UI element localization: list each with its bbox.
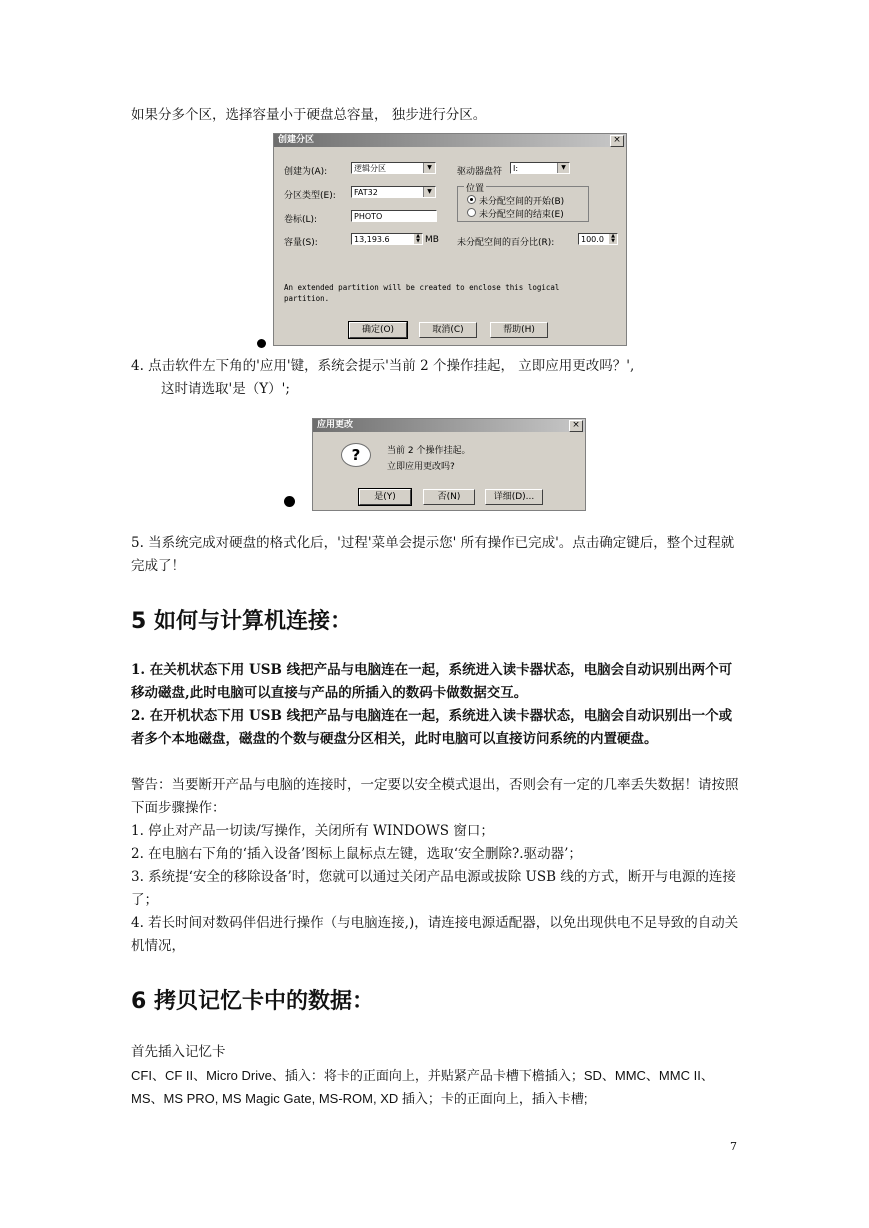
position-end-label: 未分配空间的结束(E): [479, 210, 564, 220]
chevron-down-icon: ▼: [557, 163, 569, 173]
cancel-button[interactable]: 取消(C): [419, 322, 477, 338]
bullet-icon: [284, 496, 295, 507]
dialog2-message-1: 当前 2 个操作挂起。: [387, 446, 471, 456]
percent-label: 未分配空间的百分比(R):: [457, 238, 555, 248]
intro-text: 如果分多个区，选择容量小于硬盘总容量， 独步进行分区。: [131, 107, 487, 123]
create-as-value: 逻辑分区: [354, 164, 386, 173]
extended-partition-note: An extended partition will be created to enclose this logical partition.: [284, 283, 560, 303]
chevron-down-icon: ▼: [423, 187, 435, 197]
chevron-down-icon: ▼: [423, 163, 435, 173]
volume-label-input[interactable]: PHOTO: [351, 210, 437, 222]
percent-input[interactable]: [578, 233, 618, 245]
drive-letter-value: I:: [513, 164, 519, 173]
section5-warning: 警告：当要断开产品与电脑的连接时，一定要以安全模式退出，否则会有一定的几率丢失数据！请按照下面步骤操作：: [131, 777, 739, 816]
page-number: 7: [730, 1140, 737, 1153]
step4-line2: 这时请选取'是（Y）';: [161, 381, 290, 397]
apply-changes-dialog: [312, 418, 586, 511]
details-button[interactable]: 详细(D)...: [485, 489, 543, 505]
volume-label-label: 卷标(L):: [284, 215, 318, 225]
radio-position-start[interactable]: [467, 195, 476, 204]
section5-heading: 5 如何与计算机连接：: [131, 609, 352, 634]
drive-letter-label: 驱动器盘符: [457, 167, 503, 177]
partition-type-select[interactable]: [351, 186, 436, 198]
radio-position-end[interactable]: [467, 208, 476, 217]
create-as-select[interactable]: [351, 162, 436, 174]
close-icon[interactable]: ×: [569, 420, 583, 432]
section6-line2: CFI、CF II、Micro Drive、插入：将卡的正面向上，并贴紧产品卡槽下檐插入；SD、MMC、MMC II、 MS、MS PRO, MS Magic Gate, MS-ROM, XD 插入；卡的正面向上，插入卡槽;: [131, 1068, 714, 1106]
help-button[interactable]: 帮助(H): [490, 322, 548, 338]
section5-step3: 3. 系统提‘安全的移除设备’时，您就可以通过关闭产品电源或拔除 USB 线的方式，断开与电源的连接了；: [131, 869, 736, 908]
close-icon[interactable]: ×: [610, 135, 624, 147]
dialog-title: 创建分区: [274, 134, 626, 147]
position-group-label: 位置: [464, 181, 486, 194]
drive-letter-select[interactable]: [510, 162, 570, 174]
spinner-icon[interactable]: ▲ ▼: [609, 234, 617, 244]
no-button[interactable]: 否(N): [423, 489, 475, 505]
dialog2-message-2: 立即应用更改吗?: [387, 462, 455, 472]
spinner-icon[interactable]: ▲ ▼: [414, 234, 422, 244]
partition-type-label: 分区类型(E):: [284, 191, 336, 201]
create-as-label: 创建为(A):: [284, 167, 328, 177]
step5-text: 5. 当系统完成对硬盘的格式化后，'过程'菜单会提示您' 所有操作已完成'。点击确定键后，整个过程就完成了！: [131, 535, 735, 574]
capacity-value: 13,193.6: [354, 235, 390, 244]
section6-heading: 6 拷贝记忆卡中的数据：: [131, 989, 374, 1014]
bullet-icon: [257, 339, 266, 348]
capacity-unit: MB: [425, 235, 439, 245]
percent-value: 100.0: [581, 235, 604, 244]
section5-step4: 4. 若长时间对数码伴侣进行操作（与电脑连接,)，请连接电源适配器，以免出现供电不足导致的自动关机情况，: [131, 915, 739, 954]
capacity-input[interactable]: [351, 233, 423, 245]
step4-line1: 4. 点击软件左下角的'应用'键，系统会提示'当前 2 个操作挂起， 立即应用更改吗？',: [131, 358, 635, 374]
section5-step1: 1. 停止对产品一切读/写操作，关闭所有 WINDOWS 窗口；: [131, 823, 494, 839]
position-start-label: 未分配空间的开始(B): [479, 197, 565, 207]
partition-type-value: FAT32: [354, 188, 378, 197]
section5-item2: 2. 在开机状态下用 USB 线把产品与电脑连在一起，系统进入读卡器状态，电脑会自动识别出一个或者多个本地磁盘，磁盘的个数与硬盘分区相关，此时电脑可以直接访问系统的内置硬盘。: [131, 708, 733, 747]
section5-step2: 2. 在电脑右下角的‘插入设备’图标上鼠标点左键，选取‘安全删除?.驱动器’；: [131, 846, 582, 862]
section6-line1: 首先插入记忆卡: [131, 1044, 226, 1060]
capacity-label: 容量(S):: [284, 238, 318, 248]
ok-button[interactable]: 确定(O): [349, 322, 407, 338]
yes-button[interactable]: 是(Y): [359, 489, 411, 505]
section5-item1: 1. 在关机状态下用 USB 线把产品与电脑连在一起，系统进入读卡器状态，电脑会自动识别出两个可移动磁盘,此时电脑可以直接与产品的所插入的数码卡做数据交互。: [131, 662, 733, 701]
question-icon: ?: [341, 443, 371, 467]
create-partition-dialog: [273, 133, 627, 346]
dialog-title: 应用更改: [313, 419, 585, 432]
